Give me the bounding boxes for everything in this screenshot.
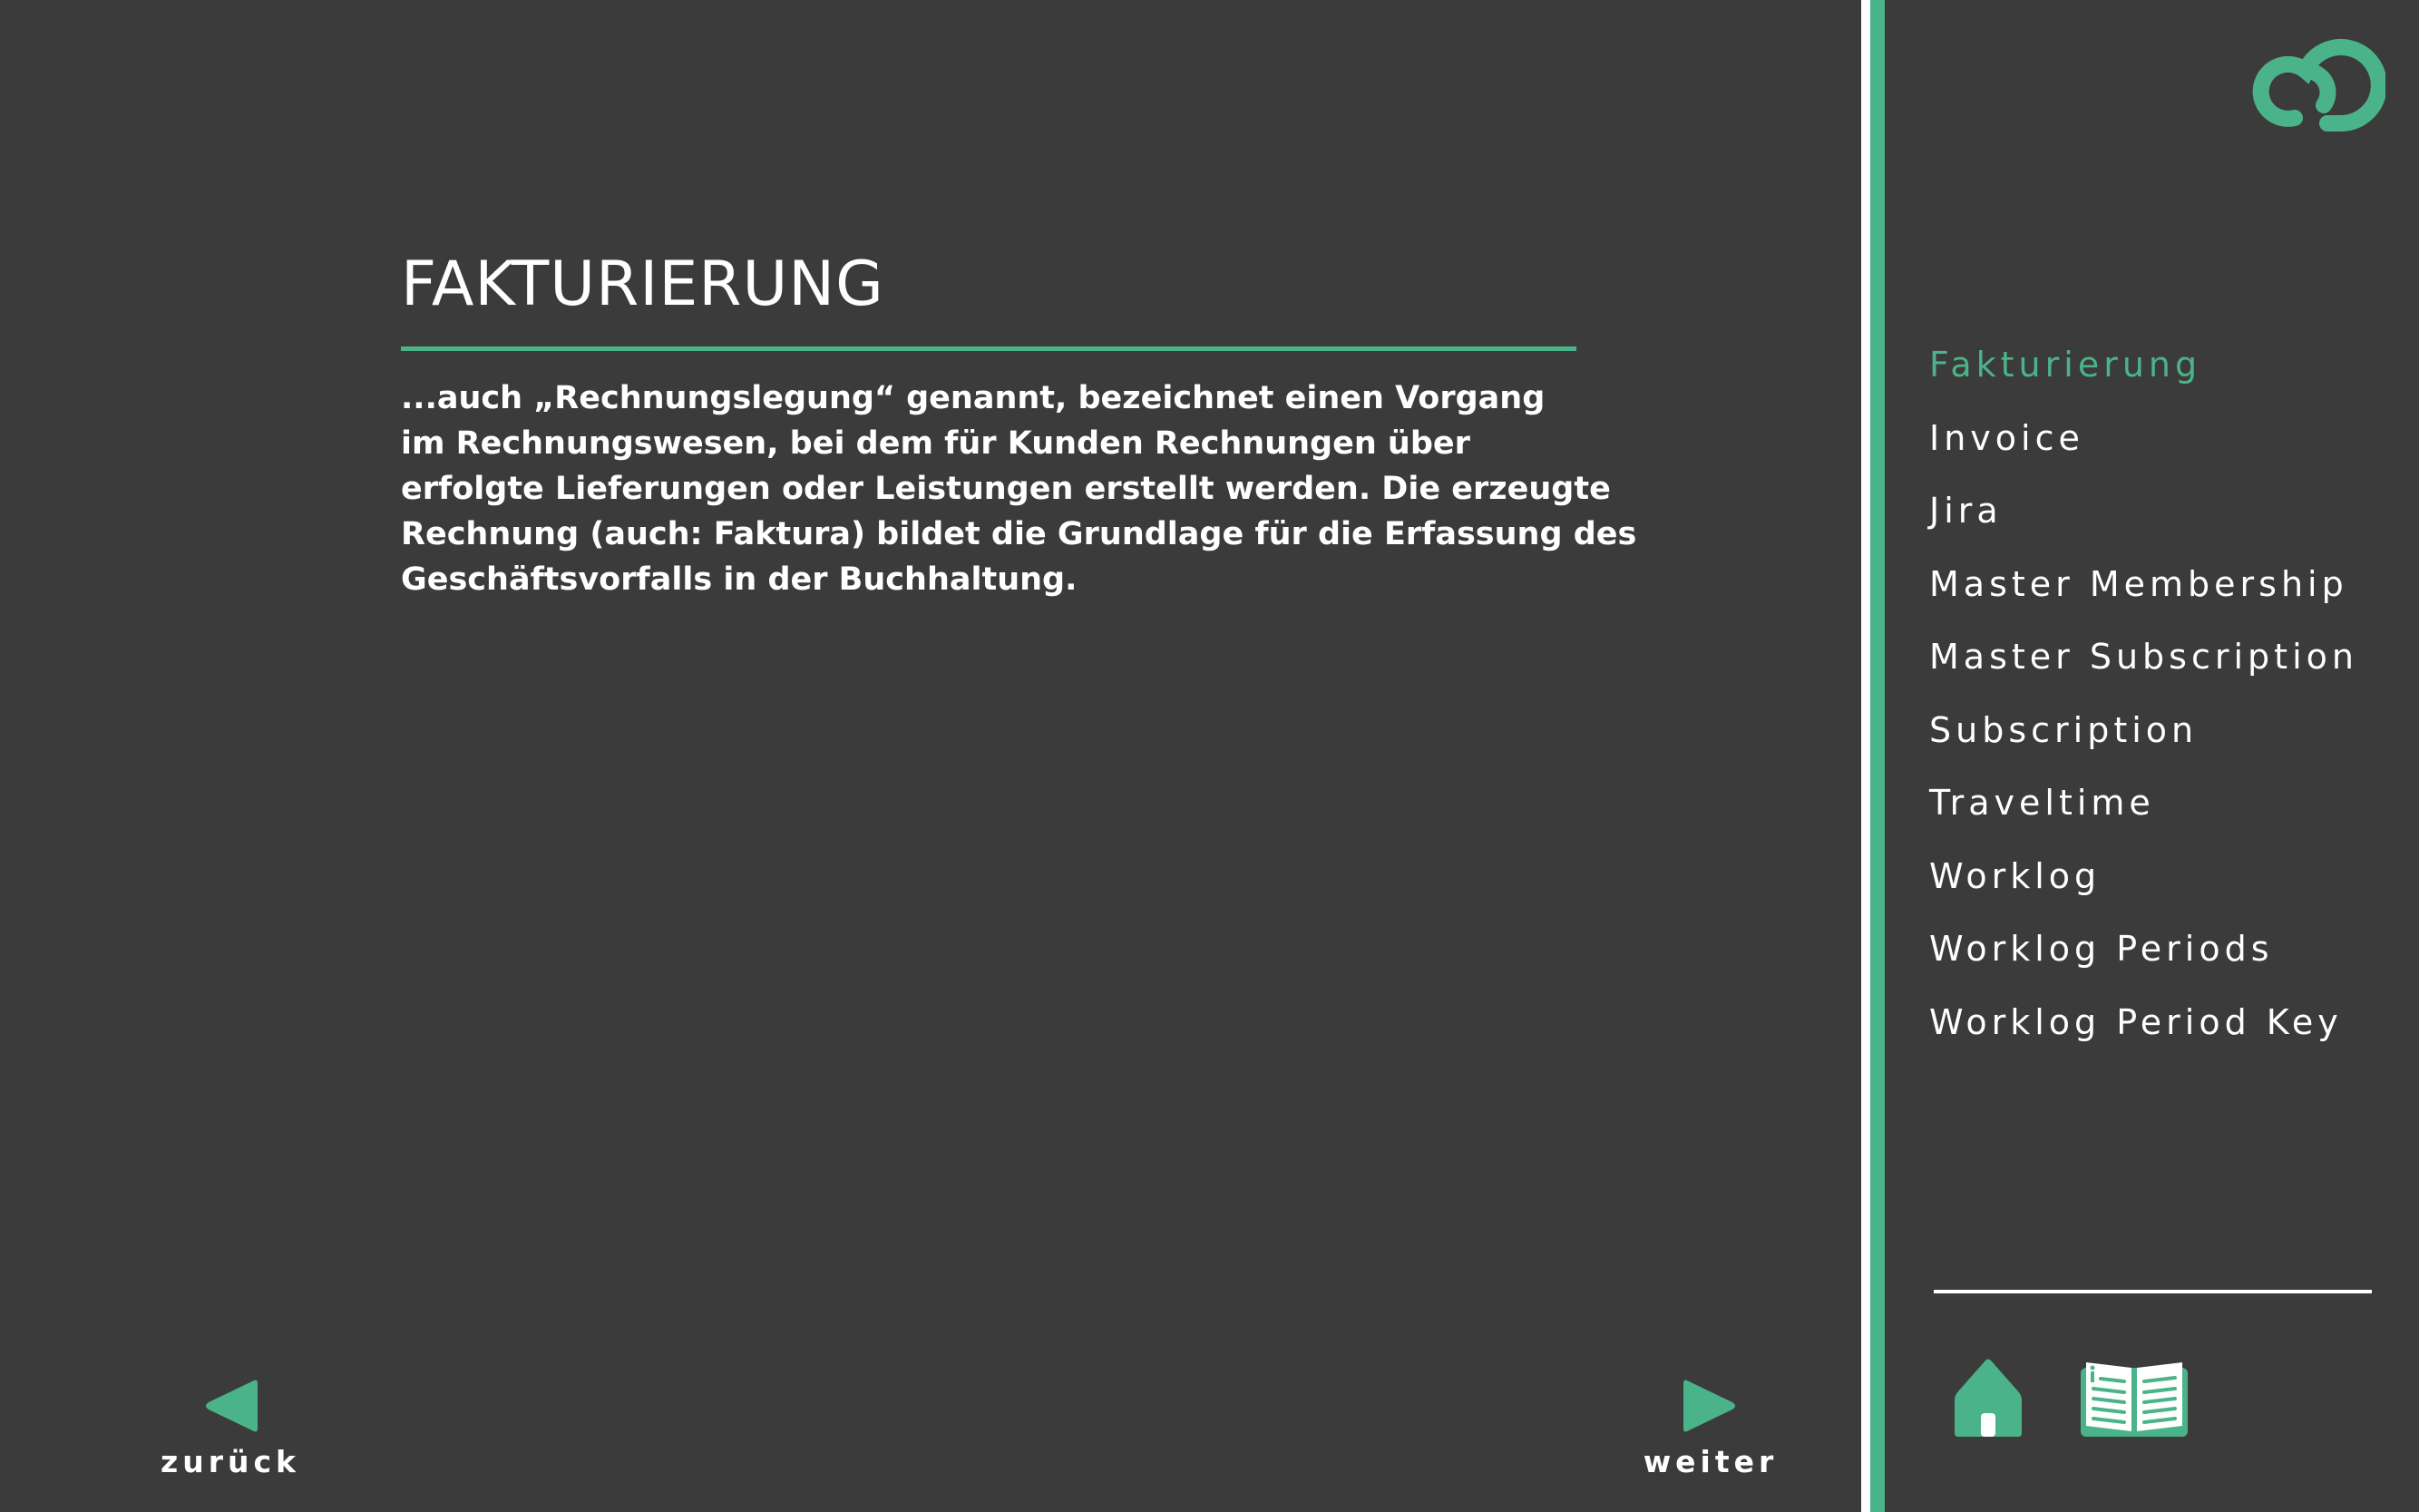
- back-button[interactable]: [131, 1375, 330, 1484]
- sidebar-item-worklog[interactable]: Worklog: [1929, 855, 2102, 896]
- triangle-left-icon: [200, 1375, 261, 1437]
- title-underline: [401, 346, 1576, 351]
- sidebar-item-master-subscription[interactable]: Master Subscription: [1929, 637, 2358, 677]
- sidebar-item-master-membership[interactable]: Master Membership: [1929, 563, 2348, 604]
- sidebar-item-invoice[interactable]: Invoice: [1929, 417, 2084, 458]
- home-icon[interactable]: [1953, 1355, 2024, 1439]
- book-icon[interactable]: [2079, 1359, 2190, 1440]
- back-label: zurück: [161, 1444, 300, 1479]
- definition-line: Rechnung (auch: Faktura) bildet die Grundlage für die Erfassung des: [401, 516, 1637, 552]
- sidebar-item-fakturierung[interactable]: Fakturierung: [1929, 345, 2202, 385]
- definition-line: Geschäftsvorfalls in der Buchhaltung.: [401, 561, 1078, 598]
- divider-accent: [1870, 0, 1885, 1512]
- divider-white: [1861, 0, 1870, 1512]
- page-title: FAKTURIERUNG: [401, 249, 884, 320]
- next-label: weiter: [1643, 1444, 1779, 1479]
- sidebar-item-worklog-periods[interactable]: Worklog Periods: [1929, 929, 2274, 969]
- definition-line: erfolgte Lieferungen oder Leistungen erstellt werden. Die erzeugte: [401, 471, 1611, 507]
- definition-line: im Rechnungswesen, bei dem für Kunden Rechnungen über: [401, 425, 1470, 462]
- sidebar-item-traveltime[interactable]: Traveltime: [1929, 783, 2155, 823]
- triangle-right-icon: [1680, 1375, 1741, 1437]
- sidebar-divider: [1934, 1290, 2372, 1293]
- cloud-logo-icon: [2240, 34, 2385, 143]
- glossary-nav: [1929, 337, 2358, 1068]
- sidebar-item-jira[interactable]: Jira: [1929, 491, 2003, 531]
- sidebar-item-subscription[interactable]: Subscription: [1929, 709, 2199, 750]
- next-button[interactable]: [1611, 1375, 1810, 1484]
- definition-text: [401, 376, 1637, 602]
- definition-line: ...auch „Rechnungslegung“ genannt, bezeichnet einen Vorgang: [401, 380, 1546, 416]
- sidebar-item-worklog-period-key[interactable]: Worklog Period Key: [1929, 1001, 2343, 1042]
